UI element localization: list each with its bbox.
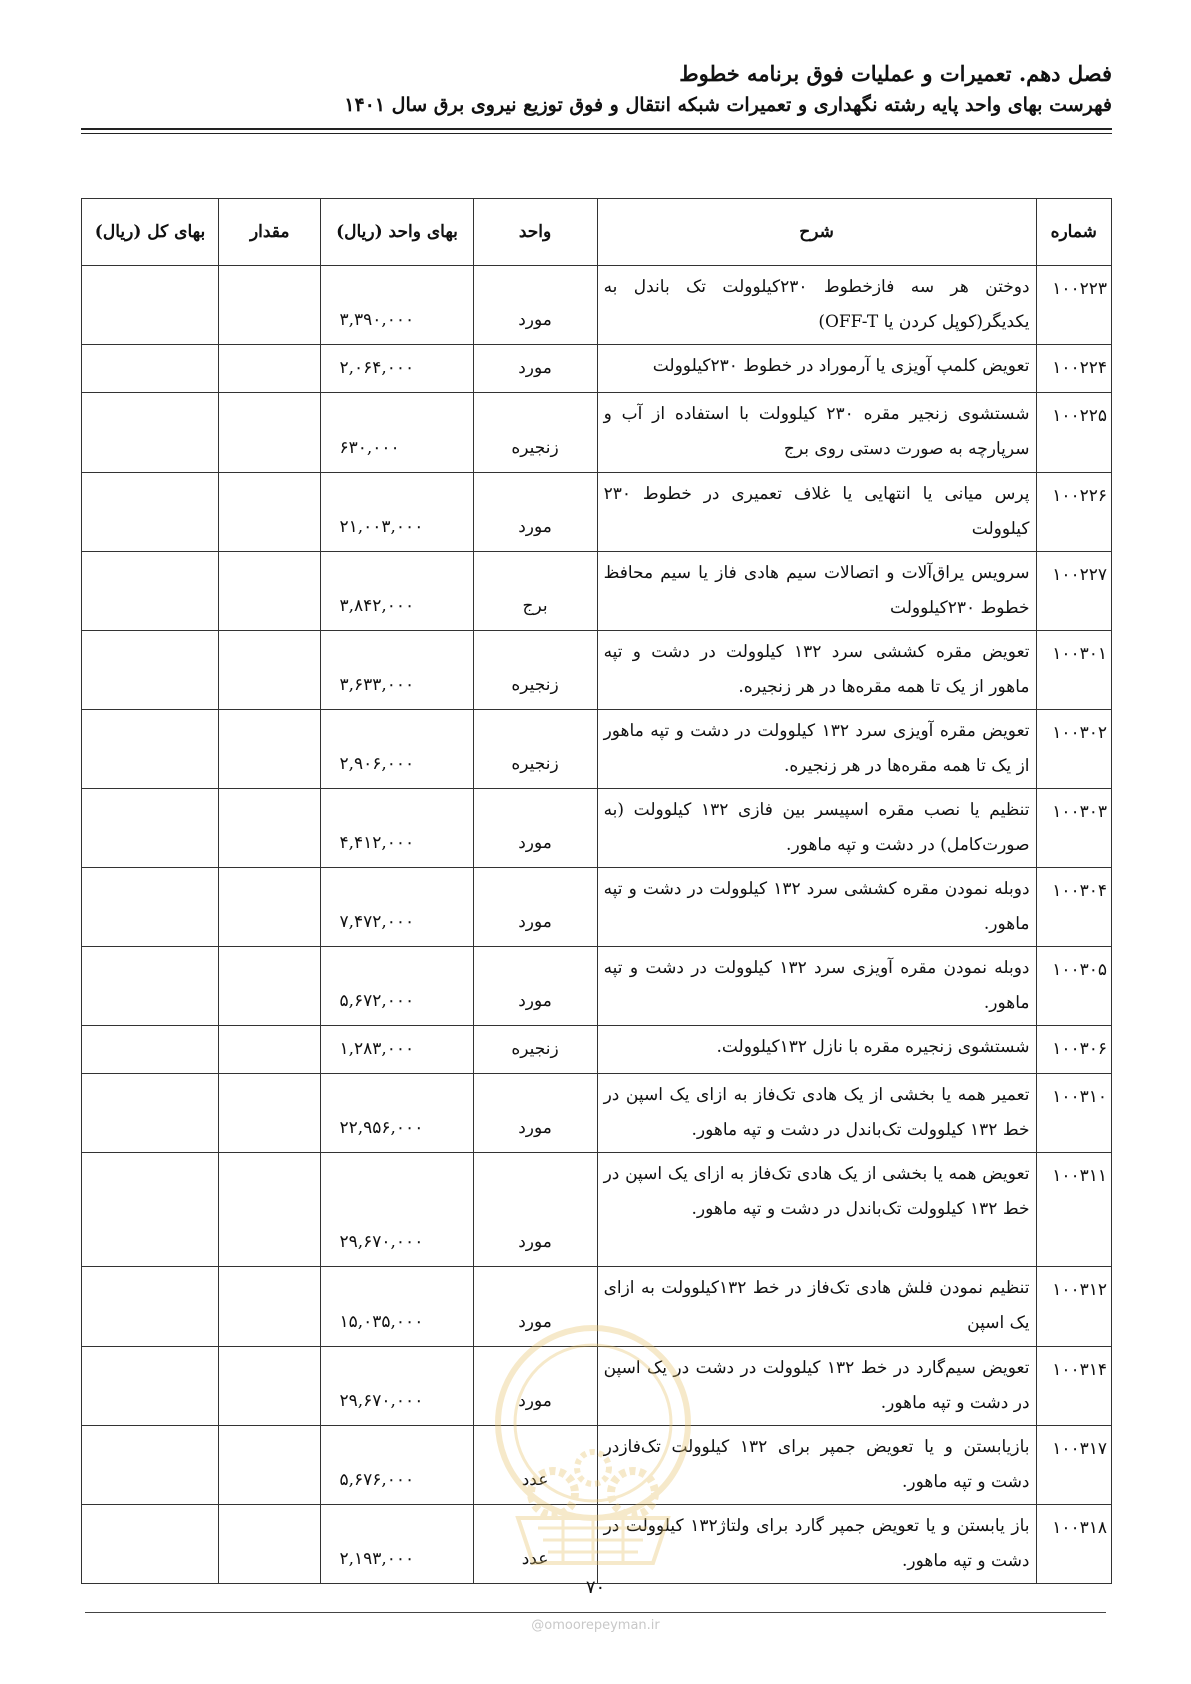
cell-description: تعویض سیم‌گارد در خط ۱۳۲ کیلوولت در دشت در یک اسپن در دشت و تپه ماهور.: [597, 1347, 1036, 1426]
cell-unit-price: ۲۱,۰۰۳,۰۰۰: [321, 473, 473, 552]
cell-code: ۱۰۰۲۲۴: [1036, 345, 1111, 393]
cell-quantity: [219, 1153, 321, 1267]
table-row: [82, 710, 1112, 789]
cell-code: ۱۰۰۲۲۷: [1036, 552, 1111, 631]
footer-rule: [85, 1612, 1106, 1613]
table-row: [82, 1153, 1112, 1267]
cell-total-price: [82, 710, 219, 789]
cell-unit-price: ۲۲,۹۵۶,۰۰۰: [321, 1074, 473, 1153]
cell-total-price: [82, 266, 219, 345]
cell-description: تنظیم یا نصب مقره اسپیسر بین فازی ۱۳۲ کیلوولت (به صورت‌کامل) در دشت و تپه ماهور.: [597, 789, 1036, 868]
cell-code: ۱۰۰۳۱۱: [1036, 1153, 1111, 1267]
table-header-row: [82, 199, 1112, 266]
cell-code: ۱۰۰۳۰۳: [1036, 789, 1111, 868]
cell-code: ۱۰۰۳۱۰: [1036, 1074, 1111, 1153]
cell-quantity: [219, 1347, 321, 1426]
header-description: شرح: [597, 199, 1036, 266]
cell-description: شستشوی زنجیر مقره ۲۳۰ کیلوولت با استفاده از آب و سرپارچه به صورت دستی روی برج: [597, 393, 1036, 473]
cell-total-price: [82, 345, 219, 393]
chapter-title: فصل دهم. تعمیرات و عملیات فوق برنامه خطوط: [679, 61, 1112, 86]
cell-total-price: [82, 393, 219, 473]
cell-quantity: [219, 552, 321, 631]
cell-unit-price: ۵,۶۷۲,۰۰۰: [321, 947, 473, 1026]
cell-description: پرس میانی یا انتهایی یا غلاف تعمیری در خطوط ۲۳۰ کیلوولت: [597, 473, 1036, 552]
cell-total-price: [82, 473, 219, 552]
cell-description: دوختن هر سه فازخطوط ۲۳۰کیلوولت تک باندل به یکدیگر(کوپل کردن یا OFF-T): [597, 266, 1036, 345]
cell-quantity: [219, 473, 321, 552]
table-row: [82, 1074, 1112, 1153]
cell-description: تعویض همه یا بخشی از یک هادی تک‌فاز به ازای یک اسپن در خط ۱۳۲ کیلوولت تک‌باندل در دشت و تپه ماهور.: [597, 1153, 1036, 1267]
cell-quantity: [219, 1267, 321, 1347]
cell-unit-price: ۳,۶۳۳,۰۰۰: [321, 631, 473, 710]
cell-total-price: [82, 1153, 219, 1267]
cell-unit: عدد: [473, 1505, 597, 1584]
cell-quantity: [219, 710, 321, 789]
cell-unit-price: ۲,۹۰۶,۰۰۰: [321, 710, 473, 789]
cell-description: دوبله نمودن مقره آویزی سرد ۱۳۲ کیلوولت در دشت و تپه ماهور.: [597, 947, 1036, 1026]
cell-unit-price: ۱۵,۰۳۵,۰۰۰: [321, 1267, 473, 1347]
cell-unit-price: ۳,۸۴۲,۰۰۰: [321, 552, 473, 631]
cell-code: ۱۰۰۲۲۵: [1036, 393, 1111, 473]
table-row: [82, 789, 1112, 868]
cell-unit-price: ۲۹,۶۷۰,۰۰۰: [321, 1153, 473, 1267]
cell-unit: مورد: [473, 266, 597, 345]
cell-quantity: [219, 266, 321, 345]
cell-code: ۱۰۰۳۱۴: [1036, 1347, 1111, 1426]
cell-quantity: [219, 345, 321, 393]
document-subtitle: فهرست بهای واحد پایه رشته نگهداری و تعمیرات شبکه انتقال و فوق توزیع نیروی برق سال ۱۴۰۱: [344, 94, 1112, 116]
cell-unit: مورد: [473, 1347, 597, 1426]
header-total-price: بهای کل (ریال): [82, 199, 219, 266]
cell-description: تعویض مقره آویزی سرد ۱۳۲ کیلوولت در دشت و تپه ماهور از یک تا همه مقره‌ها در هر زنجیره.: [597, 710, 1036, 789]
cell-description: تعویض کلمپ آویزی یا آرموراد در خطوط ۲۳۰کیلوولت: [597, 345, 1036, 393]
table-row: [82, 1026, 1112, 1074]
cell-quantity: [219, 1426, 321, 1505]
cell-unit: مورد: [473, 789, 597, 868]
cell-unit-price: ۲,۰۶۴,۰۰۰: [321, 345, 473, 393]
cell-unit: مورد: [473, 947, 597, 1026]
cell-total-price: [82, 868, 219, 947]
header-unit: واحد: [473, 199, 597, 266]
header-code: شماره: [1036, 199, 1111, 266]
cell-quantity: [219, 868, 321, 947]
cell-total-price: [82, 1347, 219, 1426]
cell-description: تعمیر همه یا بخشی از یک هادی تک‌فاز به ازای یک اسپن در خط ۱۳۲ کیلوولت تک‌باندل در دشت و تپه ماهور.: [597, 1074, 1036, 1153]
cell-description: سرویس یراق‌آلات و اتصالات سیم هادی فاز یا سیم محافظ خطوط ۲۳۰کیلوولت: [597, 552, 1036, 631]
cell-unit: عدد: [473, 1426, 597, 1505]
cell-code: ۱۰۰۳۱۸: [1036, 1505, 1111, 1584]
table-row: [82, 345, 1112, 393]
cell-unit: زنجیره: [473, 631, 597, 710]
cell-unit: مورد: [473, 868, 597, 947]
cell-description: دوبله نمودن مقره کششی سرد ۱۳۲ کیلوولت در دشت و تپه ماهور.: [597, 868, 1036, 947]
table-row: [82, 473, 1112, 552]
table-row: [82, 868, 1112, 947]
cell-code: ۱۰۰۳۰۱: [1036, 631, 1111, 710]
cell-total-price: [82, 1267, 219, 1347]
table-row: [82, 393, 1112, 473]
cell-code: ۱۰۰۳۰۲: [1036, 710, 1111, 789]
cell-description: باز یابستن و یا تعویض جمپر گارد برای ولتاژ۱۳۲ کیلوولت در دشت و تپه ماهور.: [597, 1505, 1036, 1584]
cell-total-price: [82, 947, 219, 1026]
cell-code: ۱۰۰۳۰۶: [1036, 1026, 1111, 1074]
header-quantity: مقدار: [219, 199, 321, 266]
table-row: [82, 947, 1112, 1026]
cell-unit-price: ۲۹,۶۷۰,۰۰۰: [321, 1347, 473, 1426]
cell-total-price: [82, 1026, 219, 1074]
cell-unit-price: ۲,۱۹۳,۰۰۰: [321, 1505, 473, 1584]
cell-code: ۱۰۰۲۲۳: [1036, 266, 1111, 345]
cell-quantity: [219, 1074, 321, 1153]
cell-unit: برج: [473, 552, 597, 631]
cell-unit-price: ۳,۳۹۰,۰۰۰: [321, 266, 473, 345]
cell-quantity: [219, 631, 321, 710]
cell-unit: مورد: [473, 473, 597, 552]
cell-quantity: [219, 1505, 321, 1584]
cell-unit: زنجیره: [473, 393, 597, 473]
cell-code: ۱۰۰۳۱۲: [1036, 1267, 1111, 1347]
cell-unit-price: ۶۳۰,۰۰۰: [321, 393, 473, 473]
cell-unit-price: ۴,۴۱۲,۰۰۰: [321, 789, 473, 868]
cell-unit-price: ۷,۴۷۲,۰۰۰: [321, 868, 473, 947]
cell-code: ۱۰۰۳۰۵: [1036, 947, 1111, 1026]
cell-unit-price: ۵,۶۷۶,۰۰۰: [321, 1426, 473, 1505]
cell-total-price: [82, 1505, 219, 1584]
cell-total-price: [82, 1426, 219, 1505]
cell-unit: مورد: [473, 1267, 597, 1347]
header-unit-price: بهای واحد (ریال): [321, 199, 473, 266]
cell-quantity: [219, 393, 321, 473]
table-row: [82, 266, 1112, 345]
cell-quantity: [219, 789, 321, 868]
cell-unit: زنجیره: [473, 710, 597, 789]
cell-description: شستشوی زنجیره مقره با نازل ۱۳۲کیلوولت.: [597, 1026, 1036, 1074]
cell-total-price: [82, 552, 219, 631]
cell-quantity: [219, 1026, 321, 1074]
cell-total-price: [82, 789, 219, 868]
cell-unit-price: ۱,۲۸۳,۰۰۰: [321, 1026, 473, 1074]
cell-quantity: [219, 947, 321, 1026]
cell-description: تعویض مقره کششی سرد ۱۳۲ کیلوولت در دشت و تپه ماهور از یک تا همه مقره‌ها در هر زنجیره.: [597, 631, 1036, 710]
cell-code: ۱۰۰۳۰۴: [1036, 868, 1111, 947]
cell-description: تنظیم نمودن فلش هادی تک‌فاز در خط ۱۳۲کیلوولت به ازای یک اسپن: [597, 1267, 1036, 1347]
watermark-seal-icon: [478, 1318, 708, 1578]
watermark-url: @omoorepeyman.ir: [531, 1618, 660, 1633]
table-row: [82, 552, 1112, 631]
cell-unit: زنجیره: [473, 1026, 597, 1074]
cell-total-price: [82, 1074, 219, 1153]
cell-code: ۱۰۰۲۲۶: [1036, 473, 1111, 552]
page-header: [81, 58, 1112, 120]
cell-code: ۱۰۰۳۱۷: [1036, 1426, 1111, 1505]
cell-unit: مورد: [473, 345, 597, 393]
cell-total-price: [82, 631, 219, 710]
table-row: [82, 631, 1112, 710]
cell-unit: مورد: [473, 1153, 597, 1267]
header-rule-thick: [81, 128, 1112, 130]
header-rule-thin: [81, 133, 1112, 134]
cell-description: بازیابستن و یا تعویض جمپر برای ۱۳۲ کیلوولت تک‌فازدر دشت و تپه ماهور.: [597, 1426, 1036, 1505]
page-number: ۷۰: [585, 1577, 606, 1598]
cell-unit: مورد: [473, 1074, 597, 1153]
